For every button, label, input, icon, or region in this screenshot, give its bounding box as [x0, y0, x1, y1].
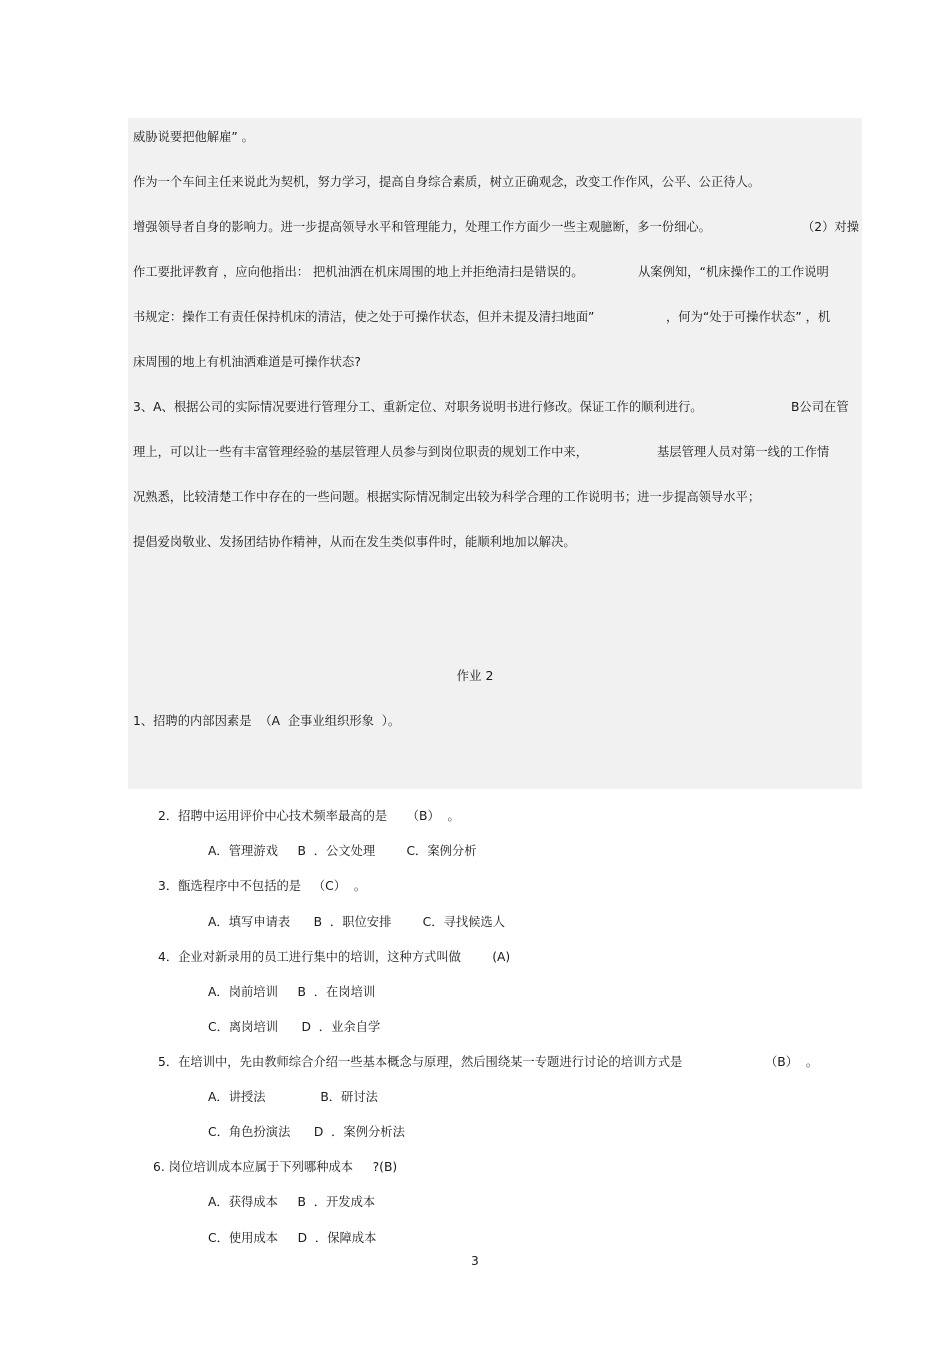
question-4: 4．企业对新录用的员工进行集中的培训，这种方式叫做 (A) — [158, 950, 511, 964]
case-line-8-right: 基层管理人员对第一线的工作情 — [657, 445, 830, 459]
question-4-options-row1: A．岗前培训 B ．在岗培训 — [208, 985, 376, 999]
page-number: 3 — [471, 1254, 479, 1268]
question-6-options-row1: A．获得成本 B ．开发成本 — [208, 1195, 376, 1209]
case-line-5: 书规定：操作工有责任保持机床的清洁，使之处于可操作状态，但并未提及清扫地面” — [133, 310, 595, 324]
question-2-options: A．管理游戏 B ．公文处理 C．案例分析 — [208, 844, 477, 858]
case-line-3: 增强领导者自身的影响力。进一步提高领导水平和管理能力，处理工作方面少一些主观臆断，多一份细心。 — [133, 220, 711, 234]
question-5-options-row2: C．角色扮演法 D ．案例分析法 — [208, 1125, 405, 1139]
question-2: 2．招聘中运用评价中心技术频率最高的是 （B） 。 — [158, 809, 460, 823]
question-3-options: A．填写申请表 B ．职位安排 C．寻找候选人 — [208, 915, 506, 929]
question-4-options-row2: C．离岗培训 D ．业余自学 — [208, 1020, 381, 1034]
case-line-7-right: B公司在管 — [791, 400, 849, 414]
case-line-4-right: 从案例知，“机床操作工的工作说明 — [638, 265, 829, 279]
case-line-6: 床周围的地上有机油洒难道是可操作状态? — [133, 355, 361, 369]
case-line-7: 3、A、根据公司的实际情况要进行管理分工、重新定位、对职务说明书进行修改。保证工作的顺利进行。 — [133, 400, 703, 414]
case-line-3-right: （2）对操 — [802, 220, 860, 234]
case-line-4: 作工要批评教育 ，应向他指出： 把机油洒在机床周围的地上并拒绝清扫是错误的。 — [133, 265, 584, 279]
question-6-options-row2: C．使用成本 D ．保障成本 — [208, 1231, 377, 1245]
question-3: 3．甑选程序中不包括的是 （C） 。 — [158, 879, 367, 893]
question-6: 6. 岗位培训成本应属于下列哪种成本 ?(B) — [153, 1160, 398, 1174]
homework-title: 作业 2 — [456, 668, 494, 683]
case-line-10: 提倡爱岗敬业、发扬团结协作精神，从而在发生类似事件时，能顺利地加以解决。 — [133, 535, 576, 549]
case-line-1: 威胁说要把他解雇” 。 — [133, 130, 254, 144]
question-5: 5．在培训中，先由教师综合介绍一些基本概念与原理，然后围绕某一专题进行讨论的培训方式是 — [158, 1055, 683, 1069]
question-5-answer: （B） 。 — [765, 1055, 819, 1069]
question-1: 1、招聘的内部因素是 （A 企事业组织形象 ）。 — [133, 714, 401, 728]
case-line-8: 理上，可以让一些有丰富管理经验的基层管理人员参与到岗位职责的规划工作中来， — [133, 445, 588, 459]
case-line-2: 作为一个车间主任来说此为契机，努力学习，提高自身综合素质，树立正确观念，改变工作作风，公平、公正待人。 — [133, 175, 761, 189]
case-line-9: 况熟悉，比较清楚工作中存在的一些问题。根据实际情况制定出较为科学合理的工作说明书；进一步提高领导水平； — [133, 490, 761, 504]
question-5-options-row1: A．讲授法 B．研讨法 — [208, 1090, 378, 1104]
case-line-5-right: ，何为“处于可操作状态” ，机 — [666, 310, 831, 324]
